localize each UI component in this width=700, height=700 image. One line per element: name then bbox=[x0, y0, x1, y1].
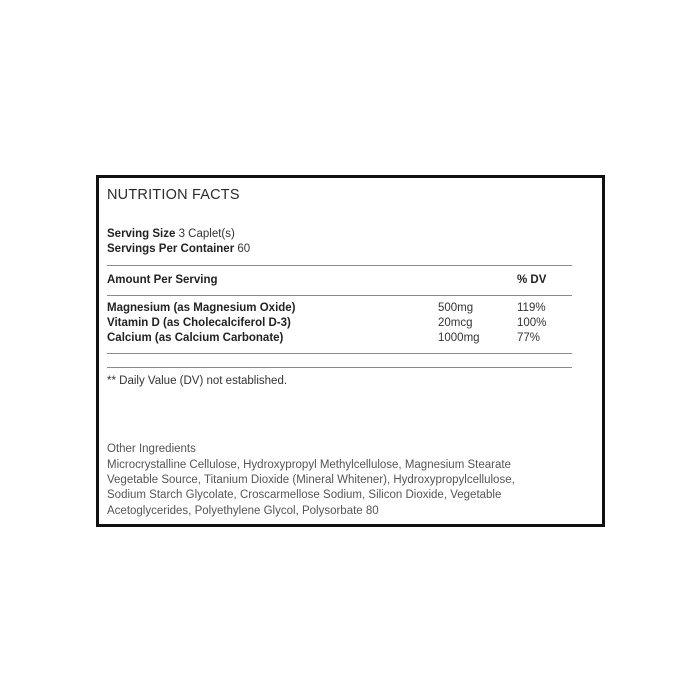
other-ingredients-title: Other Ingredients bbox=[107, 443, 196, 455]
servings-per-container bbox=[107, 243, 250, 255]
serving-size-value: 3 Caplet(s) bbox=[178, 228, 235, 240]
panel-title: NUTRITION FACTS bbox=[107, 187, 240, 203]
nutrient-amount: 20mcg bbox=[438, 317, 473, 329]
nutrient-dv: 77% bbox=[517, 332, 541, 344]
amount-per-serving-header: Amount Per Serving bbox=[107, 274, 218, 286]
divider bbox=[107, 367, 572, 368]
servings-per-container-label: Servings Per Container bbox=[107, 243, 235, 255]
nutrient-name: Vitamin D (as Cholecalciferol D-3) bbox=[107, 317, 291, 329]
nutrient-row bbox=[107, 332, 577, 347]
nutrient-name: Calcium (as Calcium Carbonate) bbox=[107, 332, 284, 344]
nutrient-row bbox=[107, 302, 577, 317]
divider bbox=[107, 265, 572, 266]
nutrient-amount: 1000mg bbox=[438, 332, 480, 344]
dv-header: % DV bbox=[517, 274, 547, 286]
nutrient-dv: 119% bbox=[517, 302, 546, 314]
nutrient-dv: 100% bbox=[517, 317, 547, 329]
nutrient-amount: 500mg bbox=[438, 302, 474, 314]
servings-per-container-value: 60 bbox=[237, 243, 251, 255]
nutrient-name: Magnesium (as Magnesium Oxide) bbox=[107, 302, 296, 314]
other-ingredients-text: Microcrystalline Cellulose, Hydroxypropyl Methylcellulose, Magnesium Stearate Vegetable Source, Titanium Dioxide (Mineral Whitener), Hydroxypropylcellulose, Sodium Starch Glycolate, Croscarmellose Sodium, Silicon Dioxide, Vegetable Acetoglycerides, Polyethylene Glycol, Polysorbate 80 bbox=[107, 459, 515, 517]
divider bbox=[107, 295, 572, 296]
serving-size bbox=[107, 228, 235, 240]
nutrition-facts-panel bbox=[96, 175, 605, 527]
divider bbox=[107, 353, 572, 354]
dv-footnote: ** Daily Value (DV) not established. bbox=[107, 375, 288, 387]
nutrient-row bbox=[107, 317, 577, 332]
serving-size-label: Serving Size bbox=[107, 228, 176, 240]
